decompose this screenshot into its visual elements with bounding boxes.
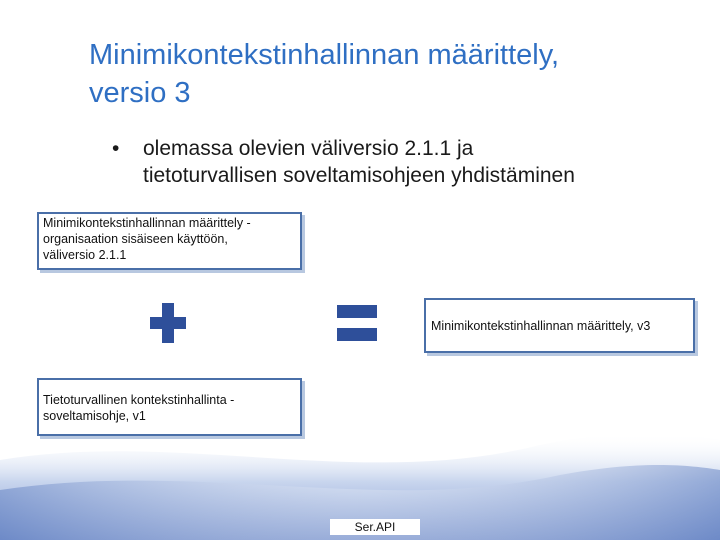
- box2-text: Minimikontekstinhallinnan määrittely, v3: [431, 318, 651, 333]
- bullet-line-2: tietoturvallisen soveltamisohjeen yhdistäminen: [143, 164, 575, 187]
- bullet-item: [112, 135, 672, 189]
- footer-label: Ser.API: [330, 519, 420, 535]
- slide-title: [89, 36, 689, 112]
- box1-line-3: väliversio 2.1.1: [43, 248, 127, 262]
- box1-line-1: Minimikontekstinhallinnan määrittely -: [43, 216, 251, 230]
- title-line-1: Minimikontekstinhallinnan määrittely,: [89, 39, 560, 71]
- equals-bottom-bar: [337, 328, 377, 341]
- box3-line-2: soveltamisohje, v1: [43, 409, 146, 423]
- title-line-2: versio 3: [89, 77, 191, 109]
- equals-icon: [337, 303, 377, 343]
- source-box-security-guide: [37, 378, 302, 436]
- equals-top-bar: [337, 305, 377, 318]
- result-box-v3: [424, 298, 695, 353]
- box1-line-2: organisaation sisäiseen käyttöön,: [43, 232, 228, 246]
- source-box-interim-version: [37, 212, 302, 270]
- bullet-text: [143, 135, 575, 189]
- plus-icon: [150, 303, 186, 343]
- bullet-marker: •: [112, 137, 120, 160]
- plus-horizontal-bar: [150, 317, 186, 329]
- box3-line-1: Tietoturvallinen kontekstinhallinta -: [43, 393, 235, 407]
- bullet-line-1: olemassa olevien väliversio 2.1.1 ja: [143, 137, 474, 160]
